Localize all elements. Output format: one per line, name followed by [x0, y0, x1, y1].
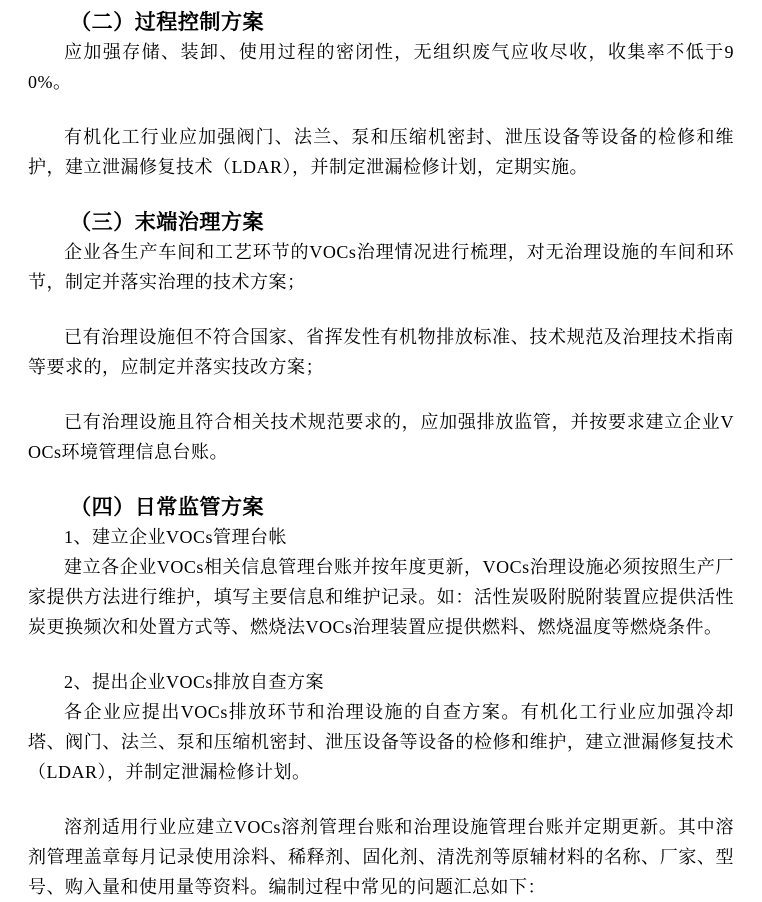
list-item-2-self-check-title: 2、提出企业VOCs排放自查方案	[64, 672, 325, 692]
section-heading-daily-supervision: （四）日常监管方案	[70, 495, 265, 519]
paragraph-compliant-supervision: 已有治理设施且符合相关技术规范要求的，应加强排放监管，并按要求建立企业VOCs环境管理信息台账。	[28, 412, 734, 462]
paragraph-self-check-detail: 各企业应提出VOCs排放环节和治理设施的自查方案。有机化工行业应加强冷却塔、阀门、法兰、泵和压缩机密封、泄压设备等设备的检修和维护，建立泄漏修复技术（LDAR），并制定泄漏检修计划。	[28, 702, 734, 782]
paragraph-solvent-ledger: 溶剂适用行业应建立VOCs溶剂管理台账和治理设施管理台账并定期更新。其中溶剂管理盖章每月记录使用涂料、稀释剂、固化剂、清洗剂等原辅材料的名称、厂家、型号、购入量和使用量等资料。编制过程中常见的问题汇总如下：	[28, 817, 734, 897]
section-heading-process-control: （二）过程控制方案	[70, 10, 265, 34]
paragraph-vocs-review: 企业各生产车间和工艺环节的VOCs治理情况进行梳理，对无治理设施的车间和环节，制定并落实治理的技术方案；	[28, 242, 734, 292]
paragraph-organic-chemical-ldar: 有机化工行业应加强阀门、法兰、泵和压缩机密封、泄压设备等设备的检修和维护，建立泄漏修复技术（LDAR），并制定泄漏检修计划，定期实施。	[28, 127, 734, 177]
paragraph-ledger-detail: 建立各企业VOCs相关信息管理台账并按年度更新，VOCs治理设施必须按照生产厂家提供方法进行维护，填写主要信息和维护记录。如：活性炭吸附脱附装置应提供活性炭更换频次和处置方式等、燃烧法VOCs治理装置应提供燃料、燃烧温度等燃烧条件。	[28, 557, 734, 637]
paragraph-storage-sealing: 应加强存储、装卸、使用过程的密闭性，无组织废气应收尽收，收集率不低于90%。	[28, 42, 734, 92]
list-item-1-ledger-title: 1、建立企业VOCs管理台帐	[64, 527, 288, 547]
section-heading-end-treatment: （三）末端治理方案	[70, 210, 265, 234]
paragraph-noncompliant-upgrade: 已有治理设施但不符合国家、省挥发性有机物排放标准、技术规范及治理技术指南等要求的，应制定并落实技改方案；	[28, 327, 734, 377]
